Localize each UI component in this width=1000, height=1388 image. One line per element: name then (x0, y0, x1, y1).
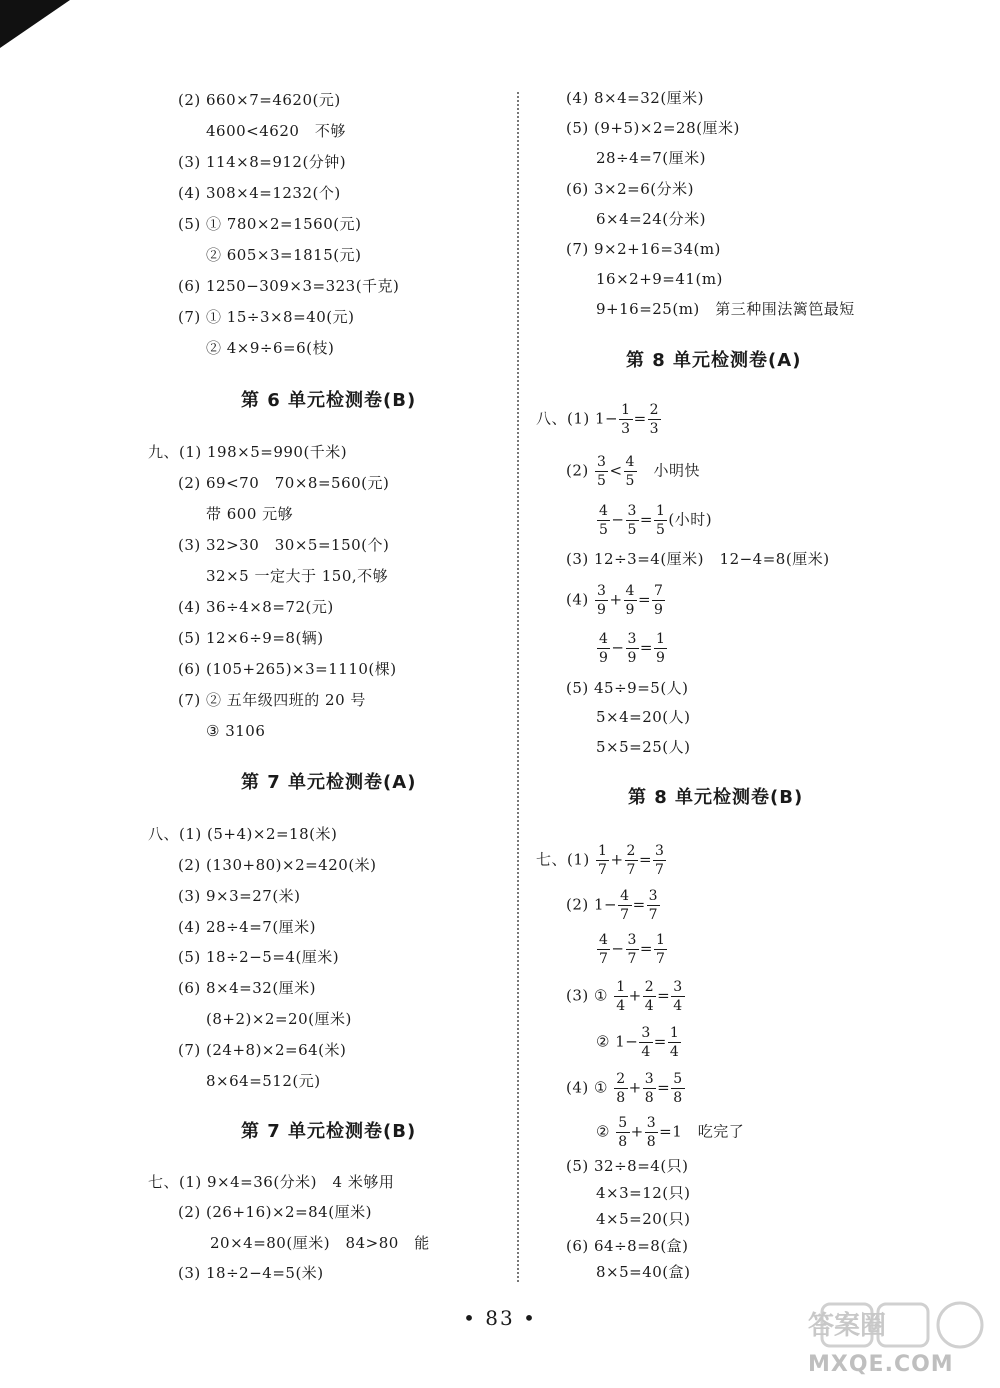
fraction-line: (2) $\frac{3}{5}$ < $\frac{4}{5}$ 小明快 (566, 454, 700, 489)
answer-line: 带 600 元够 (206, 505, 294, 523)
answer-line: (3) 114×8=912(分钟) (178, 153, 347, 171)
page-number-value: 83 (485, 1306, 515, 1330)
page-number: • 83 • (463, 1306, 537, 1330)
answer-line: (5) 45÷9=5(人) (566, 679, 689, 697)
answer-line: (7) (24+8)×2=64(米) (178, 1041, 347, 1059)
answer-line: 8×5=40(盒) (596, 1263, 691, 1281)
fraction-line: (4) $\frac{3}{9}$ + $\frac{4}{9}$ = $\frac{7}{9}$ (566, 583, 664, 618)
answer-line: (2) 69<70 70×8=560(元) (178, 474, 390, 492)
fraction-line: $\frac{4}{9}$ − $\frac{3}{9}$ = $\frac{1}{9}$ (599, 631, 666, 666)
answer-line: (5) ① 780×2=1560(元) (178, 215, 362, 233)
column-divider (517, 92, 519, 1282)
answer-line: (4) 36÷4×8=72(元) (178, 598, 334, 616)
answer-line: 九、(1) 198×5=990(千米) (148, 443, 348, 461)
section-heading: 第 6 单元检测卷(B) (241, 390, 417, 411)
section-heading: 第 7 单元检测卷(B) (241, 1121, 417, 1142)
fraction-line: ② 1− $\frac{3}{4}$ = $\frac{1}{4}$ (596, 1025, 680, 1060)
answer-line: 28÷4=7(厘米) (596, 149, 707, 167)
answer-line: (5) (9+5)×2=28(厘米) (566, 119, 740, 137)
watermark-site: MXQE.COM (808, 1352, 954, 1377)
answer-line: (6) 1250−309×3=323(千克) (178, 277, 400, 295)
answer-line: 5×4=20(人) (596, 708, 691, 726)
answer-line: ② 605×3=1815(元) (206, 246, 362, 264)
corner-black-mark (0, 0, 70, 48)
section-heading: 第 8 单元检测卷(B) (628, 787, 804, 808)
answer-line: 9+16=25(m) 第三种围法篱笆最短 (596, 300, 855, 318)
answer-line: (7) ① 15÷3×8=40(元) (178, 308, 355, 326)
fraction-line: (3) ① $\frac{1}{4}$ + $\frac{2}{4}$ = $\frac{3}{4}$ (566, 979, 683, 1014)
answer-line: 5×5=25(人) (596, 738, 691, 756)
fraction-line: $\frac{4}{5}$ − $\frac{3}{5}$ = $\frac{1}{5}$ (小时) (599, 503, 713, 538)
answer-line: (3) 9×3=27(米) (178, 887, 301, 905)
section-heading: 第 8 单元检测卷(A) (626, 350, 802, 371)
answer-line: 4×3=12(只) (596, 1184, 691, 1202)
answer-line: (4) 28÷4=7(厘米) (178, 918, 317, 936)
answer-line: (2) 660×7=4620(元) (178, 91, 341, 109)
answer-line: (3) 12÷3=4(厘米) 12−4=8(厘米) (566, 550, 830, 568)
answer-line: (7) ② 五年级四班的 20 号 (178, 691, 366, 709)
answer-line: ③ 3106 (206, 722, 266, 740)
answer-line: 七、(1) 9×4=36(分米) 4 米够用 (148, 1173, 395, 1191)
fraction-line: 八、(1) 1− $\frac{1}{3}$ = $\frac{2}{3}$ (536, 402, 660, 437)
answer-line: 6×4=24(分米) (596, 210, 707, 228)
fraction-line: (2) 1− $\frac{4}{7}$ = $\frac{3}{7}$ (566, 888, 659, 923)
answer-line: 16×2+9=41(m) (596, 270, 723, 288)
watermark-char: 答案圈 (807, 1311, 887, 1341)
answer-line: (6) 3×2=6(分米) (566, 180, 694, 198)
answer-line: (4) 308×4=1232(个) (178, 184, 341, 202)
answer-line: (7) 9×2+16=34(m) (566, 240, 721, 258)
answer-line: (6) (105+265)×3=1110(棵) (178, 660, 397, 678)
answer-line: (4) 8×4=32(厘米) (566, 89, 705, 107)
answer-line: (3) 32>30 30×5=150(个) (178, 536, 390, 554)
answer-line: 4×5=20(只) (596, 1210, 691, 1228)
answer-line: 4600<4620 不够 (206, 122, 346, 140)
answer-line: (3) 18÷2−4=5(米) (178, 1264, 324, 1282)
answer-line: 20×4=80(厘米) 84>80 能 (210, 1234, 430, 1252)
answer-line: (6) 8×4=32(厘米) (178, 979, 317, 997)
answer-line: (5) 12×6÷9=8(辆) (178, 629, 324, 647)
section-heading: 第 7 单元检测卷(A) (241, 772, 417, 793)
answer-line: (2) (130+80)×2=420(米) (178, 856, 377, 874)
fraction-line: ② $\frac{5}{8}$ + $\frac{3}{8}$ =1 吃完了 (596, 1115, 745, 1150)
fraction-line: (4) ① $\frac{2}{8}$ + $\frac{3}{8}$ = $\frac{5}{8}$ (566, 1071, 683, 1106)
answer-line: (6) 64÷8=8(盒) (566, 1237, 689, 1255)
fraction-line: $\frac{4}{7}$ − $\frac{3}{7}$ = $\frac{1}{7}$ (599, 932, 666, 967)
answer-line: 8×64=512(元) (206, 1072, 321, 1090)
answer-line: (8+2)×2=20(厘米) (206, 1010, 352, 1028)
answer-line: ② 4×9÷6=6(枝) (206, 339, 335, 357)
answer-line: (5) 32÷8=4(只) (566, 1157, 689, 1175)
fraction-line: 七、(1) $\frac{1}{7}$ + $\frac{2}{7}$ = $\frac{3}{7}$ (536, 843, 665, 878)
watermark-logo (807, 1300, 988, 1350)
answer-line: (2) (26+16)×2=84(厘米) (178, 1203, 372, 1221)
answer-line: 八、(1) (5+4)×2=18(米) (148, 825, 338, 843)
answer-line: 32×5 一定大于 150,不够 (206, 567, 389, 585)
answer-line: (5) 18÷2−5=4(厘米) (178, 948, 340, 966)
